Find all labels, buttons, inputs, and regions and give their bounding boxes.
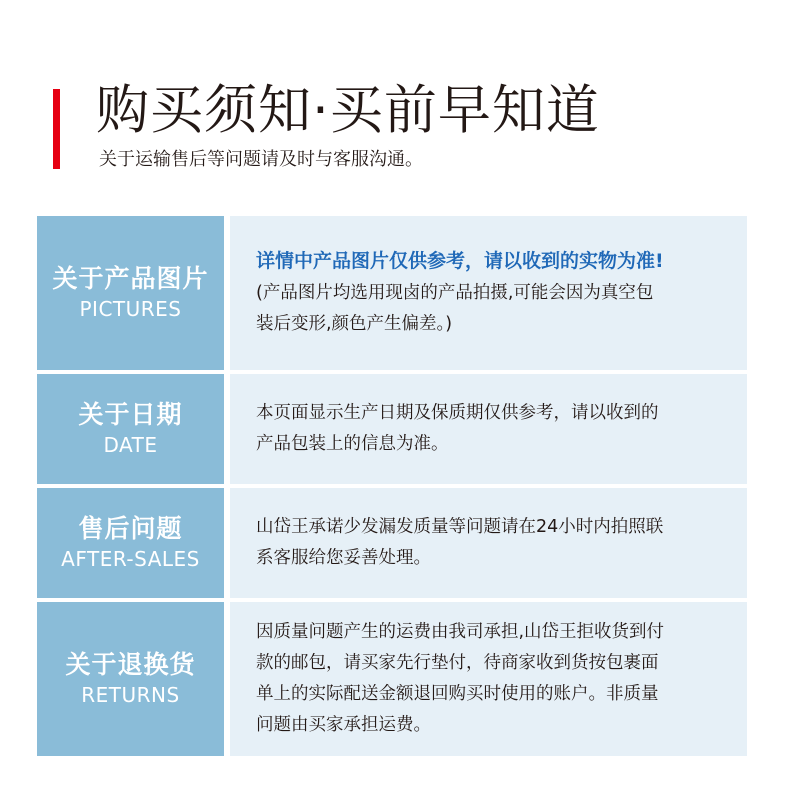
- row-content-cell: [230, 374, 747, 484]
- row-content-line: 产品包装上的信息为准。: [256, 434, 449, 454]
- page-subtitle: 关于运输售后等问题请及时与客服沟通。: [99, 149, 423, 170]
- row-content-line: (产品图片均选用现卤的产品拍摄,可能会因为真空包: [256, 283, 654, 303]
- row-label-cn: 关于产品图片: [52, 264, 209, 293]
- row-label-cn: 关于日期: [78, 400, 183, 429]
- row-content-line: 因质量问题产生的运费由我司承担,山岱王拒收货到付: [256, 622, 665, 642]
- row-content-cell: [230, 216, 747, 370]
- row-label-en: AFTER-SALES: [61, 547, 200, 571]
- page-title: 购买须知·买前早知道: [96, 80, 600, 141]
- row-label-en: DATE: [103, 433, 158, 457]
- title-accent-bar: [53, 89, 60, 169]
- row-label-cn: 关于退换货: [65, 650, 196, 679]
- row-content-cell: [230, 602, 747, 756]
- row-content-line: 本页面显示生产日期及保质期仅供参考，请以收到的: [256, 403, 659, 423]
- row-label-cell: [37, 374, 224, 484]
- row-content-line: 装后变形,颜色产生偏差。): [256, 314, 453, 334]
- notice-row-returns: [37, 602, 747, 756]
- row-content-line: 山岱王承诺少发漏发质量等问题请在24小时内拍照联: [256, 517, 664, 537]
- row-label-cell: [37, 488, 224, 598]
- row-content-line: 单上的实际配送金额退回购买时使用的账户。非质量: [256, 684, 659, 704]
- row-highlight-text: 详情中产品图片仅供参考，请以收到的实物为准!: [256, 250, 664, 272]
- notice-row-date: [37, 374, 747, 484]
- row-content-line: 款的邮包，请买家先行垫付，待商家收到货按包裹面: [256, 653, 659, 673]
- notice-row-after-sales: [37, 488, 747, 598]
- notice-row-pictures: [37, 216, 747, 370]
- page-header: [0, 0, 790, 200]
- row-content-line: 问题由买家承担运费。: [256, 715, 431, 735]
- row-content-cell: [230, 488, 747, 598]
- row-label-en: RETURNS: [81, 683, 180, 707]
- row-content-line: 系客服给您妥善处理。: [256, 548, 431, 568]
- row-label-en: PICTURES: [79, 297, 182, 321]
- row-label-cell: [37, 602, 224, 756]
- row-label-cn: 售后问题: [78, 514, 183, 543]
- row-label-cell: [37, 216, 224, 370]
